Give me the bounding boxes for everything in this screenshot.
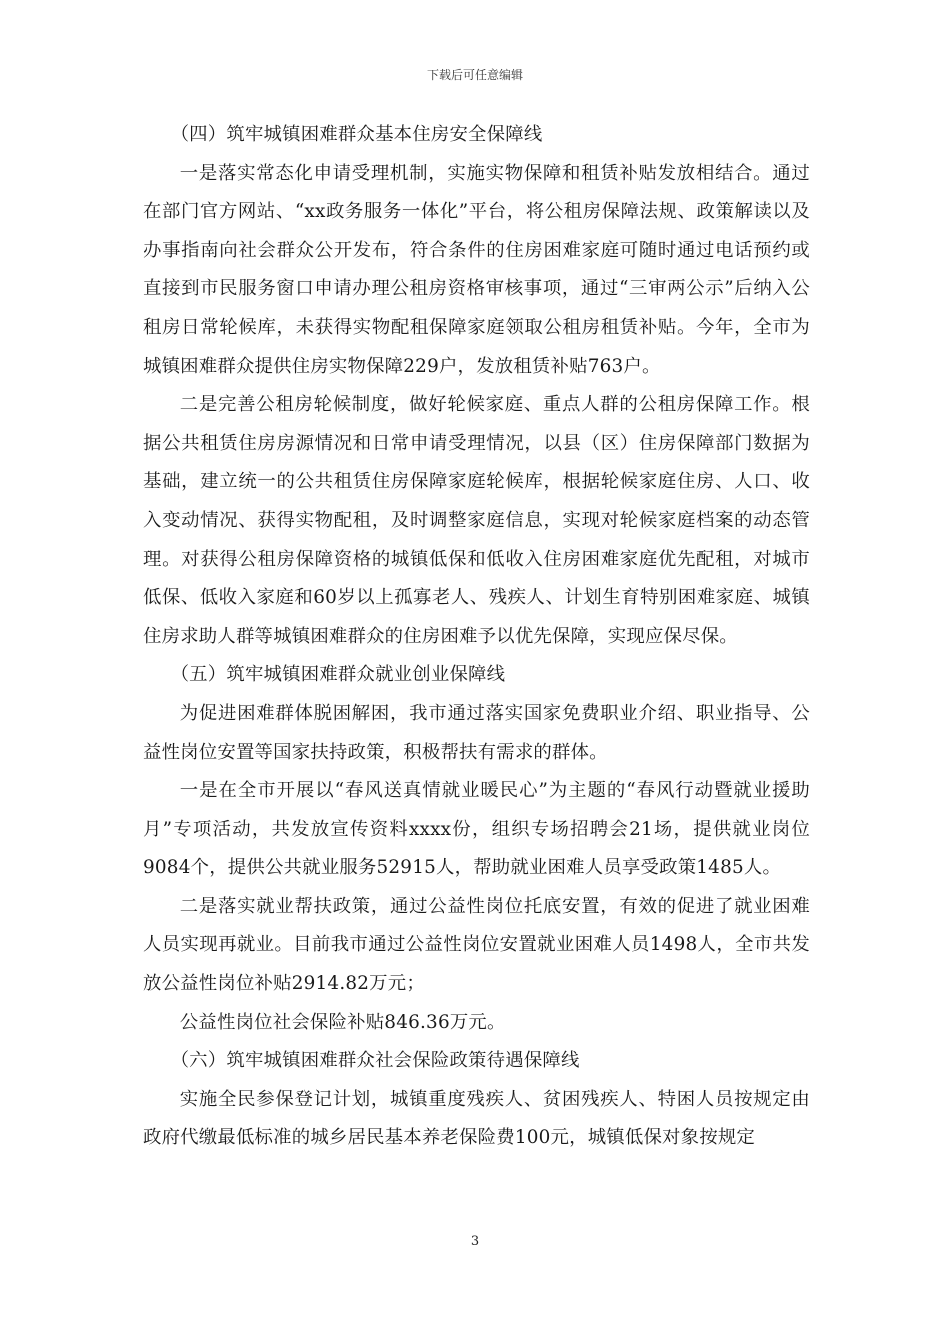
page-header: 下载后可任意编辑 xyxy=(426,68,523,82)
paragraph: 为促进困难群体脱困解困，我市通过落实国家免费职业介绍、职业指导、公益性岗位安置等国家扶持政策，积极帮扶有需求的群体。 xyxy=(143,702,810,763)
paragraph: 二是落实就业帮扶政策，通过公益性岗位托底安置，有效的促进了就业困难人员实现再就业。目前我市通过公益性岗位安置就业困难人员1498人，全市共发放公益性岗位补贴2914.82万元； xyxy=(143,895,810,995)
paragraph: 一是在全市开展以“春风送真情就业暖民心”为主题的“春风行动暨就业援助月”专项活动，共发放宣传资料xxxx份，组织专场招聘会21场，提供就业岗位9084个，提供公共就业服务52915人，帮助就业困难人员享受政策1485人。 xyxy=(143,780,810,879)
section-heading-4: （四）筑牢城镇困难群众基本住房安全保障线 xyxy=(170,124,543,145)
paragraph: 公益性岗位社会保险补贴846.36万元。 xyxy=(179,1011,506,1033)
section-heading-5: （五）筑牢城镇困难群众就业创业保障线 xyxy=(170,664,506,686)
paragraph: 二是完善公租房轮候制度，做好轮候家庭、重点人群的公租房保障工作。根据公共租赁住房房源情况和日常申请受理情况，以县（区）住房保障部门数据为基础，建立统一的公共租赁住房保障家庭轮候库，根据轮候家庭住房、人口、收入变动情况、获得实物配租，及时调整家庭信息，实现对轮候家庭档案的动态管理。对获得公租房保障资格的城镇低保和低收入住房困难家庭优先配租，对城市低保、低收入家庭和60岁以上孤寡老人、残疾人、计划生育特别困难家庭、城镇住房求助人群等城镇困难群众的住房困难予以优先保障，实现应保尽保。 xyxy=(143,394,810,647)
paragraph: 实施全民参保登记计划，城镇重度残疾人、贫困残疾人、特困人员按规定由政府代缴最低标准的城乡居民基本养老保险费100元，城镇低保对象按规定 xyxy=(143,1088,810,1149)
section-heading-6: （六）筑牢城镇困难群众社会保险政策待遇保障线 xyxy=(170,1050,580,1072)
page-number: 3 xyxy=(470,1234,480,1249)
paragraph: 一是落实常态化申请受理机制，实施实物保障和租赁补贴发放相结合。通过在部门官方网站、“xx政务服务一体化”平台，将公租房保障法规、政策解读以及办事指南向社会群众公开发布，符合条件的住房困难家庭可随时通过电话预约或直接到市民服务窗口申请办理公租房资格审核事项，通过“三审两公示”后纳入公租房日常轮候库，未获得实物配租保障家庭领取公租房租赁补贴。今年，全市为城镇困难群众提供住房实物保障229户，发放租赁补贴763户。 xyxy=(143,162,810,377)
document-body xyxy=(143,116,810,1158)
